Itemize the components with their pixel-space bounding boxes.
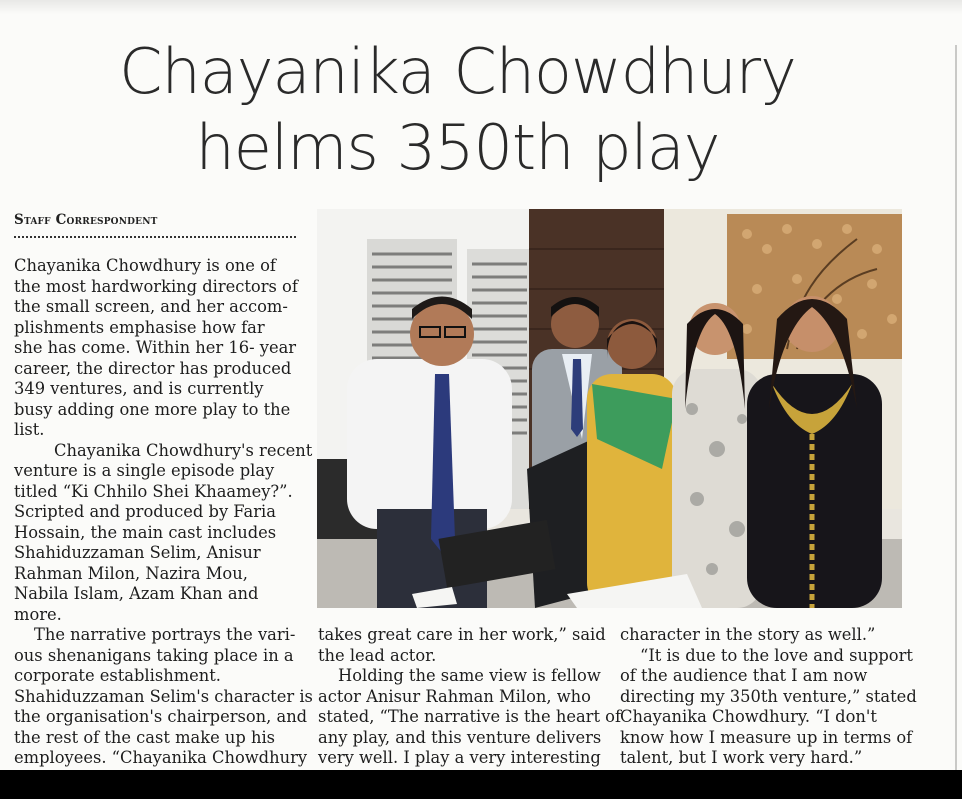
page-top-edge (0, 0, 962, 14)
text-line: employees. “Chayanika Chowdhury (14, 748, 308, 767)
text-line: ous shenanigans taking place in a (14, 645, 294, 665)
text-line: plishments emphasise how far (14, 317, 265, 337)
text-line: know how I measure up in terms of (620, 727, 913, 747)
text-line: Hossain, the main cast includes (14, 522, 277, 542)
text-line: The narrative portrays the vari- (34, 625, 296, 644)
cast-photo (317, 209, 902, 608)
text-line: of the audience that I am now (620, 666, 868, 685)
text-line: the small screen, and her accom- (14, 297, 288, 316)
text-line: busy adding one more play to the (14, 399, 291, 419)
text-line: 349 ventures, and is currently (14, 379, 264, 398)
column-3 (620, 625, 917, 769)
text-line: “It is due to the love and support (640, 645, 913, 665)
headline-line-1: Chayanika Chowdhury (119, 35, 796, 108)
text-line: Chayanika Chowdhury is one of (14, 256, 276, 275)
text-line: any play, and this venture delivers (318, 727, 602, 747)
column-rule (955, 45, 957, 770)
text-line: career, the director has produced (14, 358, 292, 378)
byline: Staff Correspondent (14, 212, 158, 228)
text-line: more. (14, 604, 62, 624)
text-line: Chayanika Chowdhury's recent (54, 440, 313, 460)
text-line: Chayanika Chowdhury. “I don't (620, 707, 877, 726)
column-2 (318, 625, 621, 769)
text-line: venture is a single episode play (14, 461, 275, 480)
text-line: Rahman Milon, Nazira Mou, (14, 563, 248, 583)
byline-divider (14, 236, 296, 238)
text-line: the rest of the cast make up his (14, 727, 276, 747)
text-line: directing my 350th venture,” stated (620, 686, 917, 706)
text-line: she has come. Within her 16- year (14, 338, 297, 357)
text-line: the organisation's chairperson, and (14, 707, 308, 726)
text-line: Nabila Islam, Azam Khan and (14, 584, 259, 603)
text-line: stated, “The narrative is the heart of (318, 707, 621, 726)
text-line: takes great care in her work,” said (318, 625, 606, 644)
cast-photo-illustration (317, 209, 902, 608)
column-1-bottom (14, 625, 313, 769)
text-line: list. (14, 420, 45, 439)
column-1 (14, 256, 313, 625)
text-line: talent, but I work very hard.” (620, 748, 863, 767)
text-line: very well. I play a very interesting (318, 748, 601, 767)
text-line: the most hardworking directors of (14, 276, 298, 296)
article-headline (0, 34, 915, 186)
text-line: character in the story as well.” (620, 625, 876, 644)
headline-line-2: helms 350th play (195, 111, 720, 184)
text-line: Shahiduzzaman Selim, Anisur (14, 543, 261, 562)
text-line: titled “Ki Chhilo Shei Khaamey?”. (14, 481, 293, 501)
text-line: corporate establishment. (14, 666, 221, 685)
text-line: the lead actor. (318, 645, 437, 665)
bottom-bar (0, 770, 962, 799)
text-line: Holding the same view is fellow (338, 666, 601, 685)
text-line: actor Anisur Rahman Milon, who (318, 686, 591, 706)
text-line: Shahiduzzaman Selim's character is (14, 686, 313, 706)
text-line: Scripted and produced by Faria (14, 502, 276, 521)
